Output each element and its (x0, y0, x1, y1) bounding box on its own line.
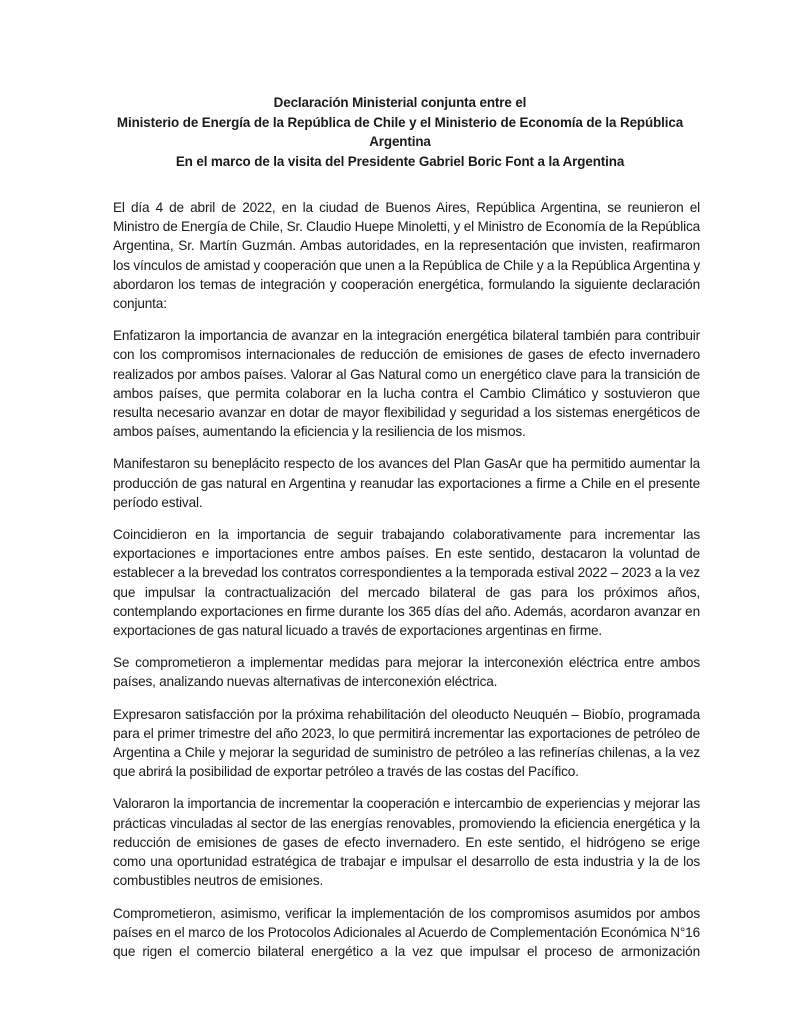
paragraph-electric-interconnection: Se comprometieron a implementar medidas para mejorar la interconexión eléctrica entre ambos países, analizando nuevas alternativas de interconexión eléctrica. (113, 655, 700, 690)
document-body (113, 198, 700, 961)
title-line-1: Declaración Ministerial conjunta entre el (273, 95, 527, 110)
paragraph-protocols: Comprometieron, asimismo, verificar la implementación de los compromisos asumidos por ambos países en el marco de los Protocolos Adicionales al Acuerdo de Complementación Económica N°16 que rigen el comercio bilateral energético a la vez que impulsar el proceso de armonización (113, 905, 700, 959)
paragraph-plan-gasar: Manifestaron su beneplácito respecto de los avances del Plan GasAr que ha permitido aumentar la producción de gas natural en Argentina y reanudar las exportaciones a firme a Chile en el presente período estival. (113, 456, 700, 510)
paragraph-gas-exports: Coincidieron en la importancia de seguir trabajando colaborativamente para incrementar las exportaciones e importaciones entre ambos países. En este sentido, destacaron la voluntad de establecer a la brevedad los contratos correspondientes a la temporada estival 2022 – 2023 a la vez que impulsar la contractualización del mercado bilateral de gas para los próximos años, contemplando exportaciones en firme durante los 365 días del año. Además, acordaron avanzar en exportaciones de gas natural licuado a través de exportaciones argentinas en firme. (113, 527, 700, 639)
document-title (100, 93, 700, 171)
paragraph-energy-integration: Enfatizaron la importancia de avanzar en la integración energética bilateral también para contribuir con los compromisos internacionales de reducción de emisiones de gases de efecto invernadero realizados por ambos países. Valorar al Gas Natural como un energético clave para la transición de ambos países, que permita colaborar en la lucha contra el Cambio Climático y sostuvieron que resulta necesario avanzar en dotar de mayor flexibilidad y seguridad a los sistemas energéticos de ambos países, aumentando la eficiencia y la resiliencia de los mismos. (113, 328, 700, 440)
title-line-4: En el marco de la visita del Presidente Gabriel Boric Font a la Argentina (175, 153, 625, 169)
paragraph-intro: El día 4 de abril de 2022, en la ciudad de Buenos Aires, República Argentina, se reunieron el Ministro de Energía de Chile, Sr. Claudio Huepe Minoletti, y el Ministro de Economía de la República Argentina, Sr. Martín Guzmán. Ambas autoridades, en la representación que invisten, reafirmaron los vínculos de amistad y cooperación que unen a la República de Chile y a la República Argentina y abordaron los temas de integración y cooperación energética, formulando la siguiente declaración conjunta: (113, 200, 700, 312)
title-line-2: Ministerio de Energía de la República de Chile y el Ministerio de Economía de la República (116, 114, 684, 130)
title-line-3: Argentina (369, 134, 431, 150)
paragraph-oil-pipeline: Expresaron satisfacción por la próxima rehabilitación del oleoducto Neuquén – Biobío, programada para el primer trimestre del año 2023, lo que permitirá incrementar las exportaciones de petróleo de Argentina a Chile y mejorar la seguridad de suministro de petróleo a las refinerías chilenas, a la vez que abrirá la posibilidad de exportar petróleo a través de las costas del Pacífico. (113, 706, 700, 780)
paragraph-renewables-hydrogen: Valoraron la importancia de incrementar la cooperación e intercambio de experiencias y mejorar las prácticas vinculadas al sector de las energías renovables, promoviendo la eficiencia energética y la reducción de emisiones de gases de efecto invernadero. En este sentido, el hidrógeno se erige como una oportunidad estratégica de trabajar e impulsar el desarrollo de esta industria y la de los combustibles neutros de emisiones. (113, 796, 700, 889)
